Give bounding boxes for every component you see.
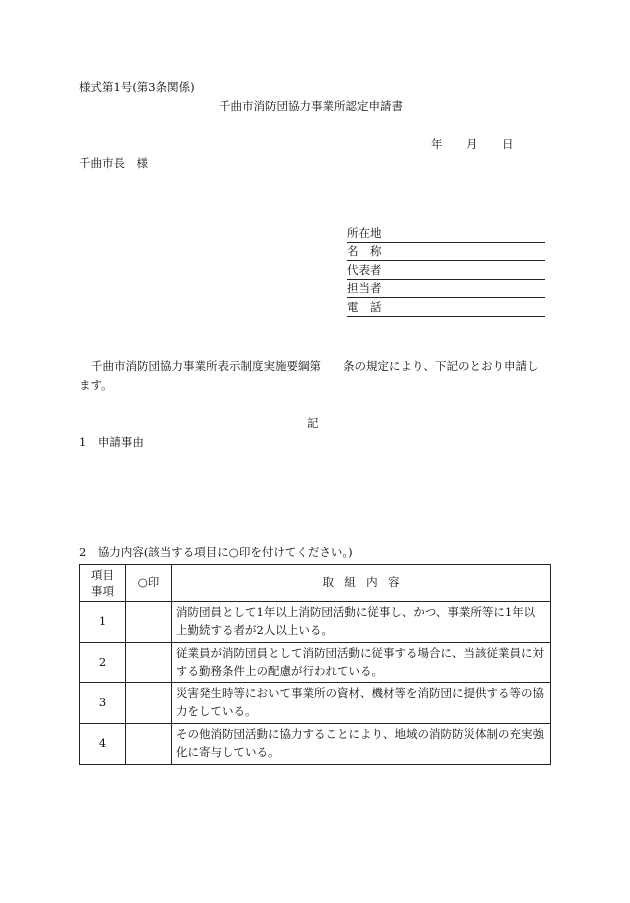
mark-cell[interactable] xyxy=(126,602,172,643)
header-item-line2: 事項 xyxy=(91,584,114,599)
table-row xyxy=(80,724,551,765)
addressee: 千曲市長 様 xyxy=(79,156,148,170)
address-label: 所在地 xyxy=(347,226,382,241)
contact-person-field[interactable] xyxy=(347,281,545,298)
section1-heading: 1 申請事由 xyxy=(79,435,144,449)
section2-heading: 2 協力内容(該当する項目に○印を付けてください。) xyxy=(79,545,353,559)
table-row xyxy=(80,642,551,683)
row-number: 2 xyxy=(80,642,126,683)
header-mark: ○印 xyxy=(126,565,172,602)
table-header-row xyxy=(80,565,551,602)
mark-cell[interactable] xyxy=(126,642,172,683)
row-number: 1 xyxy=(80,602,126,643)
name-label: 名 称 xyxy=(347,244,382,259)
ki-heading: 記 xyxy=(307,416,319,430)
address-field[interactable] xyxy=(347,226,545,243)
row-content: その他消防団活動に協力することにより、地域の消防防災体制の充実強化に寄与している。 xyxy=(172,724,551,765)
body-text-line2: ます。 xyxy=(79,378,113,392)
row-number: 4 xyxy=(80,724,126,765)
row-number: 3 xyxy=(80,683,126,724)
row-content: 消防団員として1年以上消防団活動に従事し、かつ、事業所等に1年以上勤続する者が2人以上いる。 xyxy=(172,602,551,643)
cooperation-table xyxy=(79,564,551,765)
table-row xyxy=(80,602,551,643)
body-text-part1: 千曲市消防団協力事業所表示制度実施要綱第 xyxy=(91,359,321,373)
header-content: 取組内容 xyxy=(172,565,551,602)
date-year: 年 xyxy=(431,137,443,151)
phone-label: 電 話 xyxy=(347,300,382,315)
document-title: 千曲市消防団協力事業所認定申請書 xyxy=(219,99,403,113)
row-content: 災害発生時等において事業所の資材、機材等を消防団に提供する等の協力をしている。 xyxy=(172,683,551,724)
representative-field[interactable] xyxy=(347,263,545,280)
mark-cell[interactable] xyxy=(126,724,172,765)
body-text-part2: 条の規定により、下記のとおり申請し xyxy=(343,359,539,373)
date-month: 月 xyxy=(466,137,478,151)
contact-person-label: 担当者 xyxy=(347,281,382,296)
header-item xyxy=(80,565,126,602)
name-field[interactable] xyxy=(347,244,545,261)
representative-label: 代表者 xyxy=(347,263,382,278)
date-day: 日 xyxy=(502,137,514,151)
phone-field[interactable] xyxy=(347,300,545,317)
form-number: 様式第1号(第3条関係) xyxy=(79,80,195,94)
header-item-line1: 項目 xyxy=(91,568,114,582)
table-row xyxy=(80,683,551,724)
row-content: 従業員が消防団員として消防団活動に従事する場合に、当該従業員に対する勤務条件上の配慮が行われている。 xyxy=(172,642,551,683)
mark-cell[interactable] xyxy=(126,683,172,724)
